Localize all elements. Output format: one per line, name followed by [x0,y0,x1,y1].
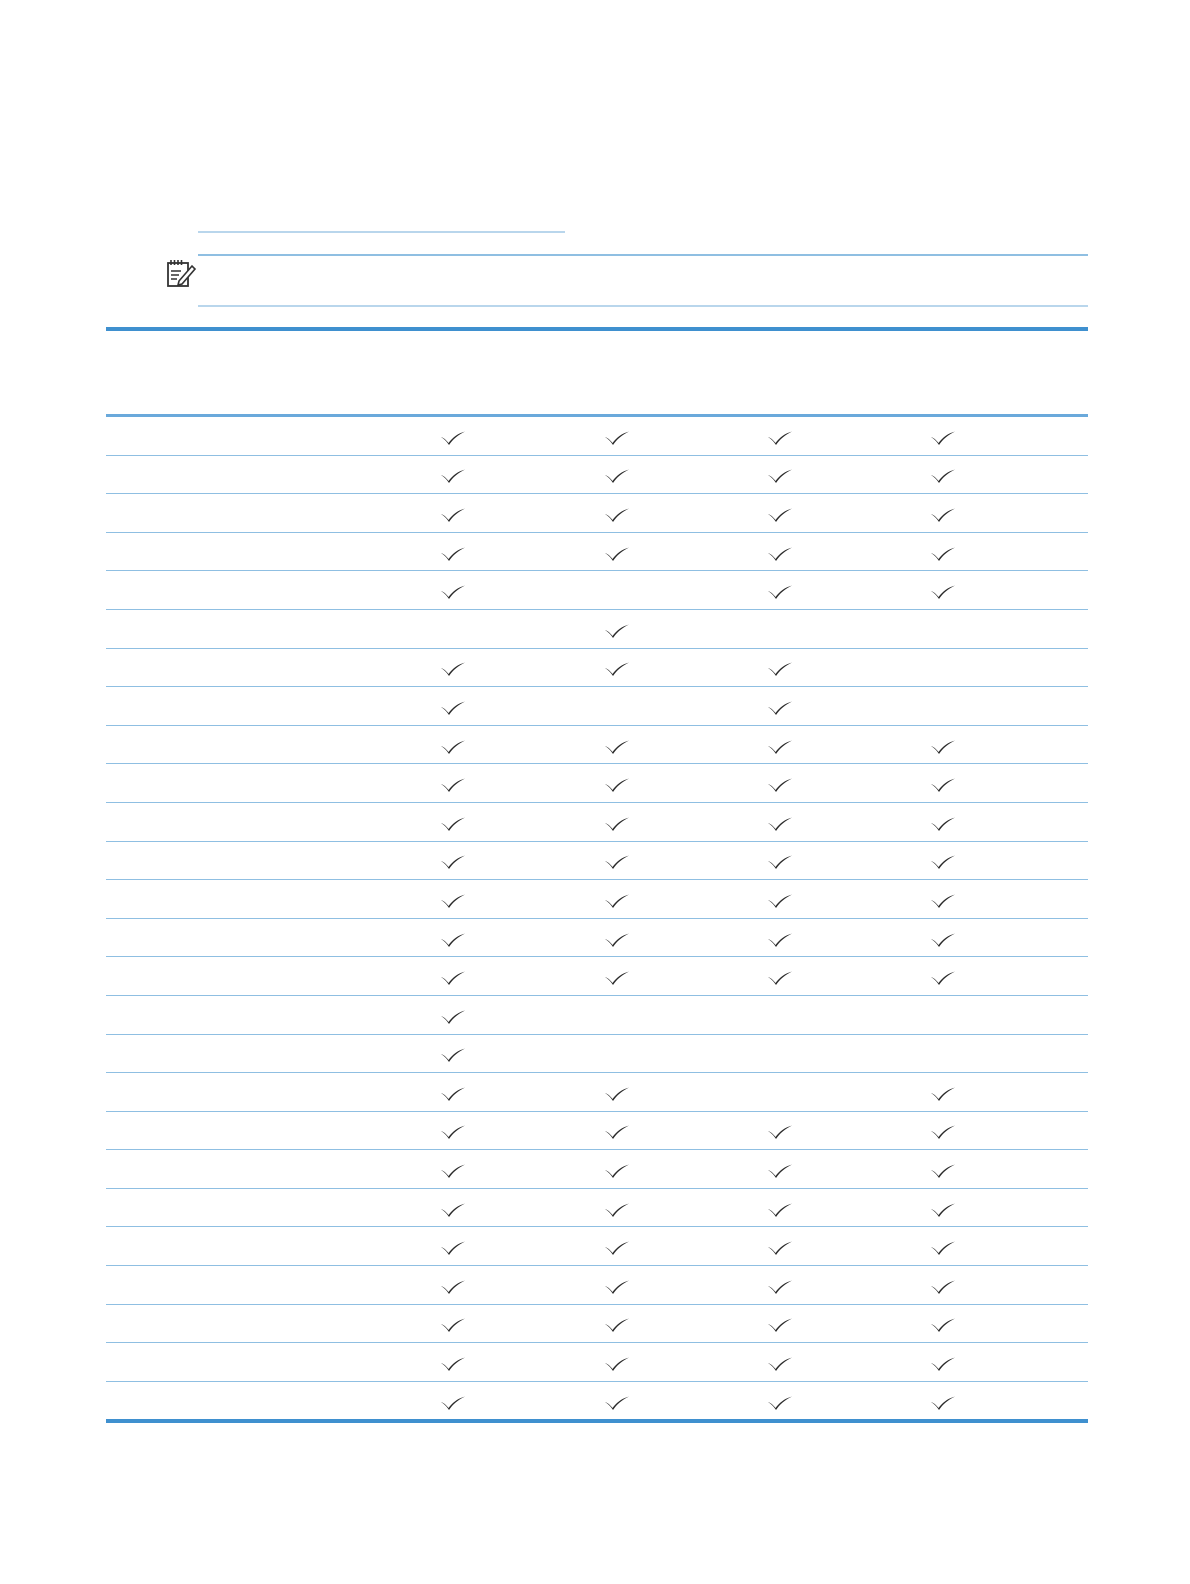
row-label [106,571,366,609]
checkmark-icon [604,1240,630,1256]
row-label [106,726,366,764]
checkmark-icon [440,1009,466,1025]
row-label [106,610,366,648]
check-cell [700,842,860,880]
checkmark-icon [440,970,466,986]
checkmark-icon [440,546,466,562]
check-cell [863,494,1023,532]
row-label [106,494,366,532]
table-row [106,1227,1088,1266]
checkmark-icon [930,739,956,755]
checkmark-icon [604,1356,630,1372]
check-cell [700,533,860,571]
checkmark-icon [440,1163,466,1179]
checkmark-icon [604,1317,630,1333]
check-cell [863,1073,1023,1111]
row-label [106,1343,366,1381]
table-row [106,996,1088,1035]
checkmark-icon [440,430,466,446]
checkmark-icon [440,700,466,716]
check-cell [700,726,860,764]
check-cell [373,610,533,648]
check-cell [863,649,1023,687]
check-cell [863,919,1023,957]
checkmark-icon [440,1279,466,1295]
table-bottom-rule [106,1419,1088,1423]
check-cell [537,456,697,494]
row-label [106,957,366,995]
checkmark-icon [930,1240,956,1256]
check-cell [373,1343,533,1381]
checkmark-icon [930,468,956,484]
table-row [106,842,1088,881]
checkmark-icon [767,932,793,948]
check-cell [373,1382,533,1420]
checkmark-icon [604,970,630,986]
check-cell [863,764,1023,802]
checkmark-icon [767,816,793,832]
check-cell [863,1266,1023,1304]
checkmark-icon [930,430,956,446]
checkmark-icon [440,893,466,909]
table-row [106,1382,1088,1420]
table-row [106,1189,1088,1228]
table-row [106,1305,1088,1344]
check-cell [373,417,533,455]
check-cell [863,803,1023,841]
check-cell [863,1227,1023,1265]
check-cell [537,957,697,995]
checkmark-icon [440,584,466,600]
check-cell [863,1189,1023,1227]
checkmark-icon [604,854,630,870]
row-label [106,880,366,918]
check-cell [373,1112,533,1150]
row-label [106,1305,366,1343]
checkmark-icon [767,739,793,755]
row-label [106,1150,366,1188]
check-cell [373,571,533,609]
checkmark-icon [440,777,466,793]
checkmark-icon [440,1047,466,1063]
row-label [106,1227,366,1265]
checkmark-icon [440,661,466,677]
checkmark-icon [440,1202,466,1218]
table-row [106,803,1088,842]
check-cell [373,996,533,1034]
row-label [106,842,366,880]
row-label [106,533,366,571]
check-cell [373,1073,533,1111]
check-cell [863,571,1023,609]
checkmark-icon [767,546,793,562]
checkmark-icon [930,507,956,523]
row-label [106,649,366,687]
check-cell [537,803,697,841]
check-cell [700,417,860,455]
checkmark-icon [604,893,630,909]
check-cell [373,1189,533,1227]
check-cell [700,957,860,995]
check-cell [537,1189,697,1227]
check-cell [537,1035,697,1073]
table-row [106,919,1088,958]
checkmark-icon [930,546,956,562]
check-cell [700,649,860,687]
compatibility-table [106,327,1088,1423]
checkmark-icon [604,1395,630,1411]
checkmark-icon [604,777,630,793]
checkmark-icon [604,430,630,446]
checkmark-icon [767,777,793,793]
row-label [106,996,366,1034]
check-cell [537,571,697,609]
check-cell [537,1112,697,1150]
check-cell [373,726,533,764]
check-cell [537,726,697,764]
check-cell [373,957,533,995]
checkmark-icon [440,932,466,948]
checkmark-icon [767,893,793,909]
checkmark-icon [767,1356,793,1372]
checkmark-icon [604,932,630,948]
check-cell [373,1150,533,1188]
check-cell [700,1227,860,1265]
checkmark-icon [767,700,793,716]
row-label [106,456,366,494]
checkmark-icon [767,1124,793,1140]
check-cell [537,1150,697,1188]
checkmark-icon [767,1240,793,1256]
checkmark-icon [767,507,793,523]
check-cell [863,456,1023,494]
checkmark-icon [767,1163,793,1179]
checkmark-icon [604,507,630,523]
checkmark-icon [767,1317,793,1333]
check-cell [373,1035,533,1073]
check-cell [863,687,1023,725]
check-cell [700,1035,860,1073]
note-icon [165,257,197,289]
table-row [106,1150,1088,1189]
row-label [106,1112,366,1150]
checkmark-icon [930,1279,956,1295]
check-cell [863,1035,1023,1073]
note-box [198,254,1088,307]
checkmark-icon [930,1202,956,1218]
check-cell [863,610,1023,648]
check-cell [700,764,860,802]
check-cell [373,880,533,918]
row-label [106,1035,366,1073]
check-cell [700,1189,860,1227]
check-cell [863,1305,1023,1343]
check-cell [373,1266,533,1304]
checkmark-icon [930,932,956,948]
check-cell [373,1305,533,1343]
check-cell [700,1305,860,1343]
check-cell [537,494,697,532]
table-row [106,957,1088,996]
check-cell [537,1305,697,1343]
checkmark-icon [604,739,630,755]
check-cell [700,996,860,1034]
check-cell [863,726,1023,764]
check-cell [373,494,533,532]
check-cell [863,957,1023,995]
row-label [106,803,366,841]
check-cell [373,919,533,957]
check-cell [537,880,697,918]
check-cell [700,1112,860,1150]
check-cell [373,842,533,880]
checkmark-icon [930,1086,956,1102]
check-cell [373,764,533,802]
row-label [106,417,366,455]
check-cell [863,1343,1023,1381]
check-cell [373,533,533,571]
checkmark-icon [604,1202,630,1218]
check-cell [537,1343,697,1381]
checkmark-icon [930,970,956,986]
checkmark-icon [440,468,466,484]
check-cell [863,996,1023,1034]
table-row [106,1266,1088,1305]
checkmark-icon [930,1124,956,1140]
check-cell [373,687,533,725]
check-cell [537,996,697,1034]
checkmark-icon [930,816,956,832]
row-label [106,687,366,725]
check-cell [700,880,860,918]
row-label [106,764,366,802]
check-cell [537,1227,697,1265]
checkmark-icon [930,777,956,793]
check-cell [700,803,860,841]
check-cell [700,1150,860,1188]
checkmark-icon [767,854,793,870]
check-cell [700,494,860,532]
checkmark-icon [930,1317,956,1333]
check-cell [537,1266,697,1304]
check-cell [537,842,697,880]
table-row [106,687,1088,726]
checkmark-icon [767,1395,793,1411]
checkmark-icon [930,1356,956,1372]
checkmark-icon [440,816,466,832]
row-label [106,919,366,957]
row-label [106,1073,366,1111]
checkmark-icon [930,1395,956,1411]
table-row [106,726,1088,765]
checkmark-icon [440,1086,466,1102]
checkmark-icon [930,584,956,600]
checkmark-icon [604,816,630,832]
checkmark-icon [440,1395,466,1411]
check-cell [700,919,860,957]
row-label [106,1382,366,1420]
checkmark-icon [930,854,956,870]
check-cell [537,764,697,802]
check-cell [537,533,697,571]
check-cell [537,1073,697,1111]
checkmark-icon [440,507,466,523]
checkmark-icon [767,430,793,446]
check-cell [373,649,533,687]
checkmark-icon [767,584,793,600]
check-cell [700,610,860,648]
check-cell [700,1343,860,1381]
check-cell [863,1150,1023,1188]
checkmark-icon [440,854,466,870]
check-cell [537,649,697,687]
checkmark-icon [604,1163,630,1179]
row-label [106,1189,366,1227]
checkmark-icon [440,1356,466,1372]
check-cell [863,1112,1023,1150]
checkmark-icon [440,1317,466,1333]
check-cell [373,1227,533,1265]
checkmark-icon [604,661,630,677]
checkmark-icon [604,623,630,639]
checkmark-icon [440,1240,466,1256]
checkmark-icon [767,661,793,677]
check-cell [863,842,1023,880]
row-label [106,1266,366,1304]
table-body [106,417,1088,1419]
table-row [106,1035,1088,1074]
table-row [106,649,1088,688]
checkmark-icon [767,468,793,484]
checkmark-icon [604,1279,630,1295]
check-cell [537,687,697,725]
section-rule [198,231,565,233]
check-cell [700,571,860,609]
table-row [106,764,1088,803]
table-row [106,1073,1088,1112]
check-cell [537,610,697,648]
checkmark-icon [440,739,466,755]
checkmark-icon [767,970,793,986]
check-cell [863,533,1023,571]
check-cell [537,417,697,455]
check-cell [373,803,533,841]
check-cell [863,880,1023,918]
checkmark-icon [930,893,956,909]
checkmark-icon [604,546,630,562]
table-row [106,1112,1088,1151]
table-row [106,880,1088,919]
checkmark-icon [440,1124,466,1140]
check-cell [537,1382,697,1420]
table-row [106,533,1088,572]
checkmark-icon [604,1086,630,1102]
check-cell [863,417,1023,455]
checkmark-icon [767,1279,793,1295]
check-cell [700,687,860,725]
check-cell [700,456,860,494]
table-row [106,494,1088,533]
table-row [106,1343,1088,1382]
checkmark-icon [604,468,630,484]
check-cell [373,456,533,494]
check-cell [700,1382,860,1420]
checkmark-icon [604,1124,630,1140]
checkmark-icon [767,1202,793,1218]
check-cell [537,919,697,957]
table-row [106,456,1088,495]
check-cell [700,1266,860,1304]
check-cell [863,1382,1023,1420]
table-row [106,571,1088,610]
check-cell [700,1073,860,1111]
table-row [106,610,1088,649]
table-header-row [106,331,1088,414]
checkmark-icon [930,1163,956,1179]
table-row [106,417,1088,456]
